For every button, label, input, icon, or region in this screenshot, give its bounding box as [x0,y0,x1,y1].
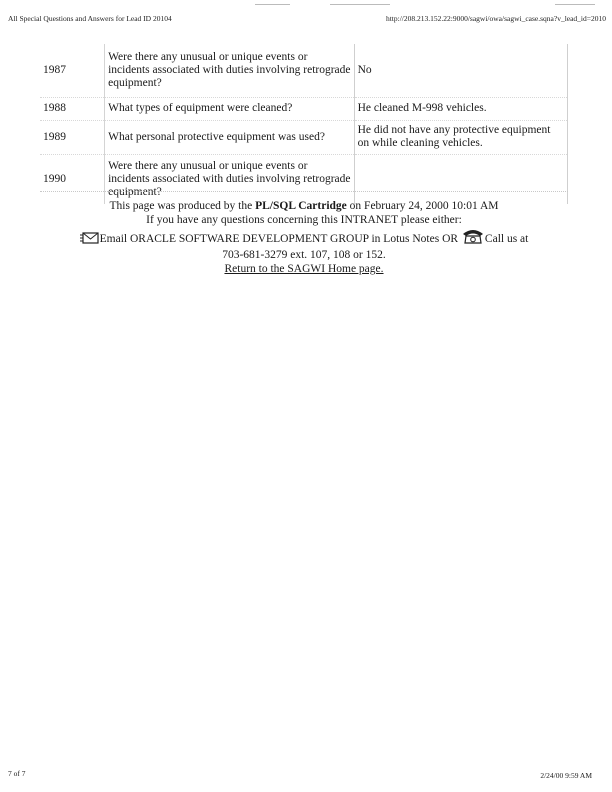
question-id: 1989 [40,121,105,155]
page-footer-info [40,199,568,276]
top-edge-mark [555,4,595,5]
answer-text: He did not have any protective equipment on while cleaning vehicles. [354,121,567,155]
telephone-icon[interactable] [461,228,485,248]
questions-line: If you have any questions concerning this INTRANET please either: [146,214,462,226]
question-text: What types of equipment were cleaned? [105,98,354,121]
answer-text: He cleaned M-998 vehicles. [354,98,567,121]
cartridge-name: PL/SQL Cartridge [255,200,347,212]
page-header-url: http://208.213.152.22:9000/sagwi/owa/sagwi_case.sqna?v_lead_id=2010 [385,14,606,23]
call-link[interactable]: Call us at [484,233,529,245]
table-row [40,44,568,98]
section-divider [40,191,568,193]
table-row [40,121,568,155]
question-text: Were there any unusual or unique events or incidents associated with duties involving retrograde equipment? [105,44,354,98]
envelope-icon[interactable] [80,232,100,248]
email-link[interactable]: Email ORACLE SOFTWARE DEVELOPMENT GROUP in Lotus Notes OR [99,233,461,245]
question-text: What personal protective equipment was used? [105,121,354,155]
top-edge-mark [255,4,290,5]
contact-line [40,228,568,248]
top-edge-mark [330,4,390,5]
answer-text [354,155,567,205]
return-home-link[interactable]: Return to the SAGWI Home page. [224,263,384,275]
page-count: 7 of 7 [8,769,26,778]
page-header-title: All Special Questions and Answers for Lead ID 20104 [8,14,172,23]
answer-text: No [354,44,567,98]
table-row [40,98,568,121]
questions-answers-table [40,44,568,204]
question-id: 1988 [40,98,105,121]
phone-line: 703-681-3279 ext. 107, 108 or 152. [222,249,386,261]
print-timestamp: 2/24/00 9:59 AM [540,771,592,780]
question-text: Were there any unusual or unique events or incidents associated with duties involving retrograde equipment? [105,155,354,205]
question-id: 1990 [40,155,105,205]
produced-by-line: This page was produced by the PL/SQL Cartridge on February 24, 2000 10:01 AM [109,200,499,212]
question-id: 1987 [43,63,66,76]
table-row [40,155,568,205]
